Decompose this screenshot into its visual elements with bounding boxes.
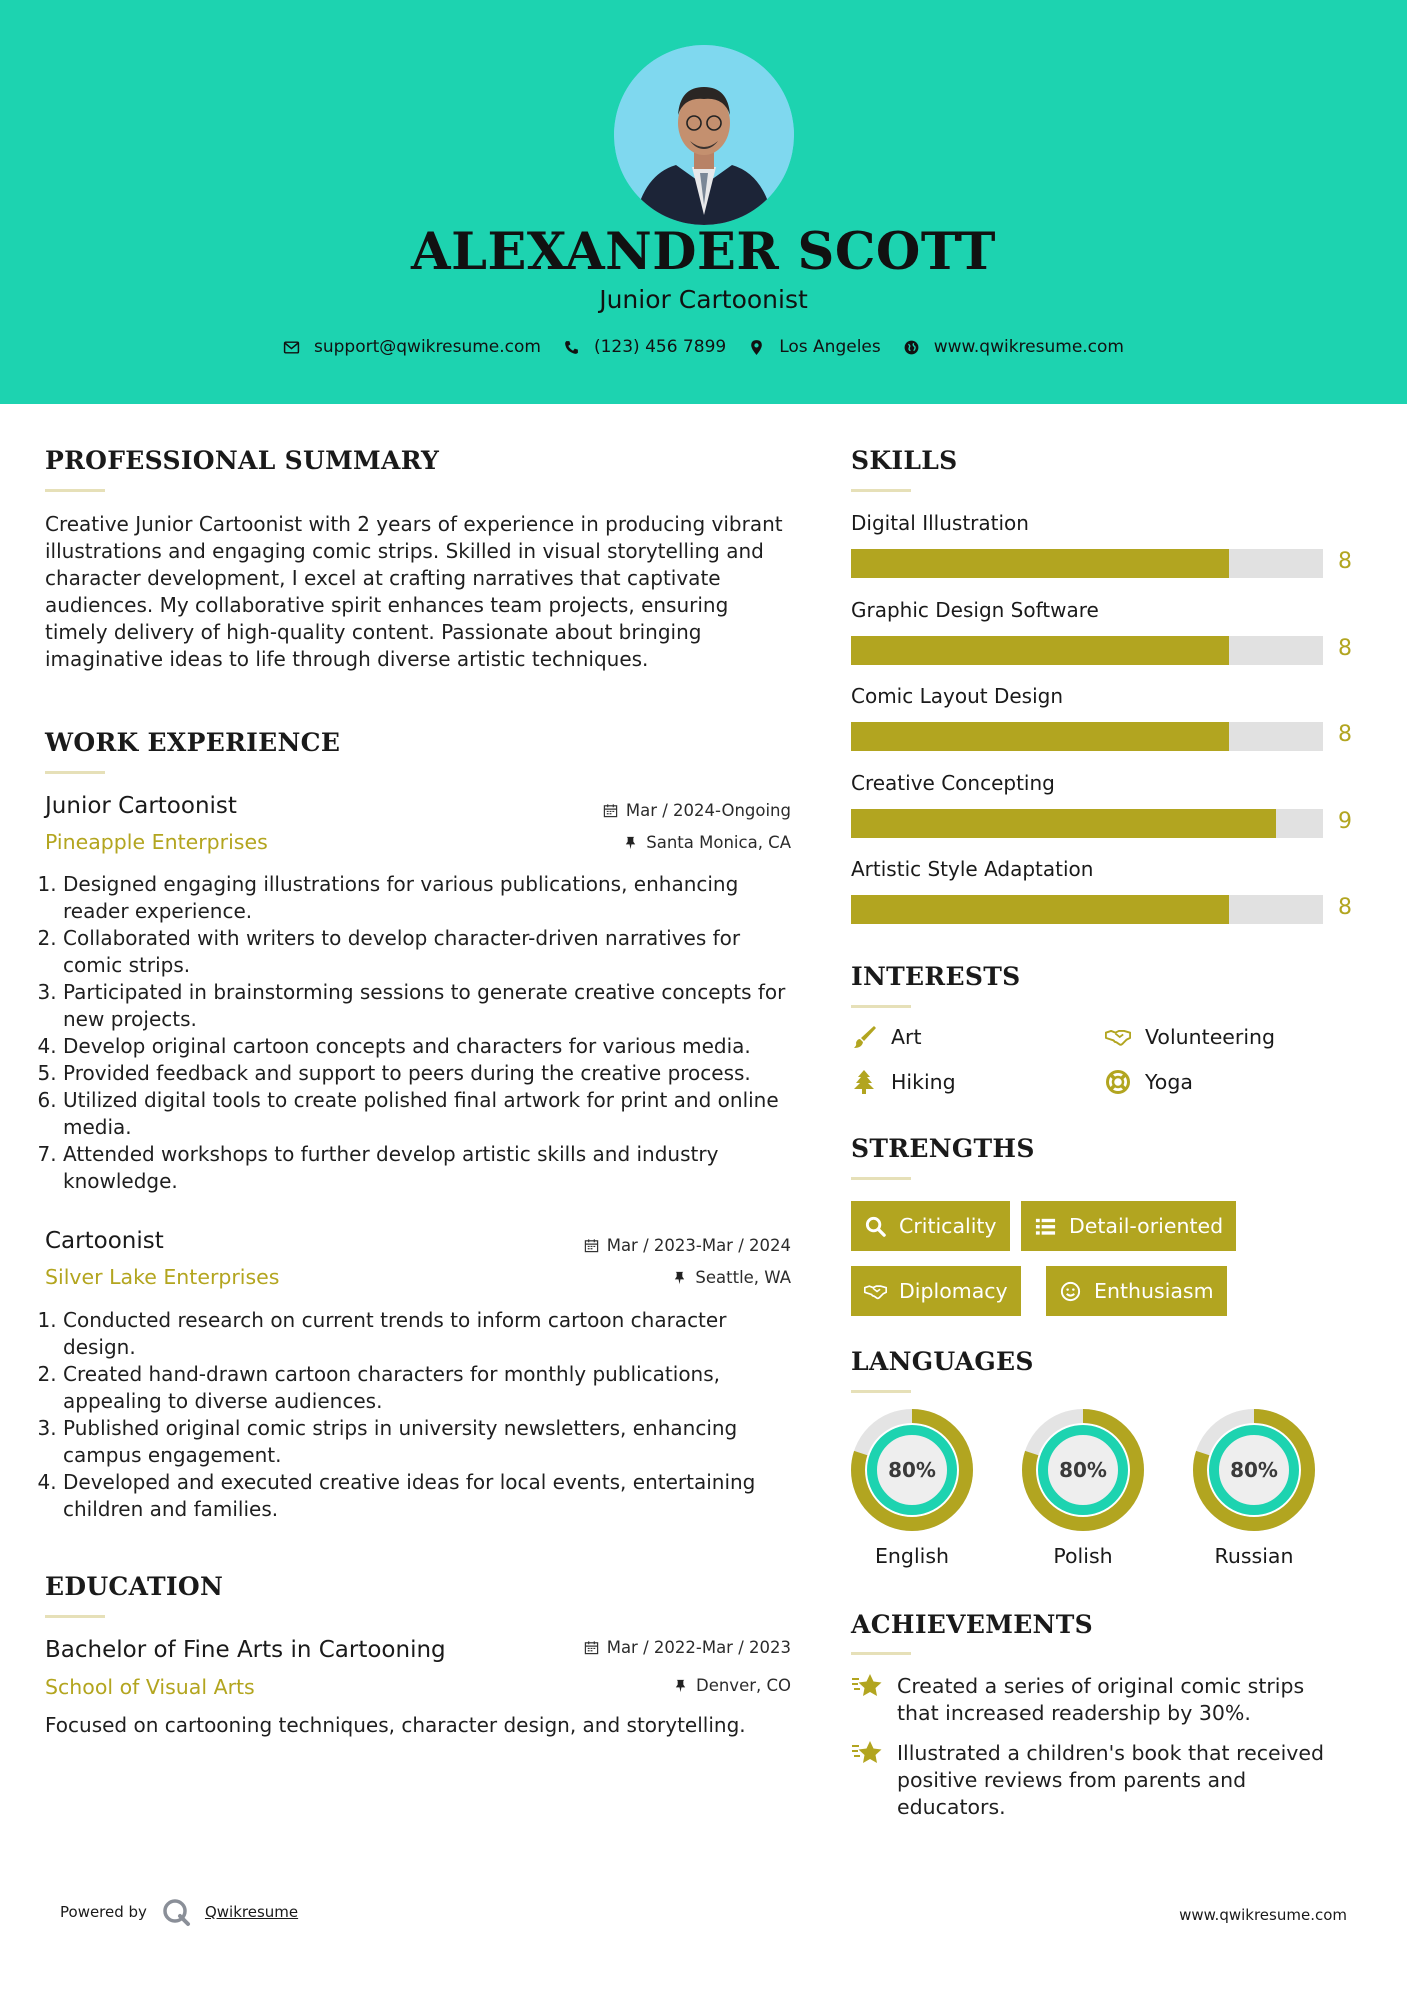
skill-bar-track (851, 549, 1323, 578)
candidate-title: Junior Cartoonist (599, 285, 808, 314)
contact-website[interactable] (903, 337, 1124, 357)
globe-icon (903, 339, 920, 356)
achievement-item (851, 1740, 1351, 1821)
qwikresume-logo-icon (161, 1897, 191, 1927)
paintbrush-icon (851, 1024, 877, 1050)
lifering-icon (1105, 1069, 1131, 1095)
summary-text: Creative Junior Cartoonist with 2 years of experience in producing vibrant illustrations and engaging comic strips. Skilled in visual storytelling and character development, I excel at crafting narratives that captivate audiences. My collaborative spirit enhances team projects, ensuring timely delivery of high-quality content. Passionate about bringing imaginative ideas to life through diverse artistic techniques. (45, 512, 783, 671)
education-location (491, 1676, 791, 1695)
pushpin-icon (623, 835, 638, 850)
contact-location-text: Los Angeles (779, 337, 881, 357)
skill-bar-fill (851, 722, 1229, 751)
interest-label: Art (891, 1025, 922, 1049)
smile-icon (1059, 1280, 1082, 1303)
map-pin-icon (748, 339, 765, 356)
job-location-text: Seattle, WA (695, 1268, 791, 1287)
skill-label: Artistic Style Adaptation (851, 857, 1094, 881)
achievement-text: Created a series of original comic strips that increased readership by 30%. (897, 1674, 1305, 1725)
skill-value: 8 (1338, 722, 1352, 747)
skills-heading: SKILLS (851, 446, 958, 475)
job-location (491, 1268, 791, 1287)
strength-badge (851, 1266, 1021, 1316)
job-bullet: 3. Published original comic strips in university newsletters, enhancing campus engagement. (63, 1415, 795, 1469)
skill-bar-fill (851, 895, 1229, 924)
education-dates-text: Mar / 2022-Mar / 2023 (606, 1638, 791, 1657)
language-item (1192, 1408, 1316, 1568)
interest-item (1105, 1069, 1193, 1095)
education-dates (491, 1638, 791, 1657)
summary-rule (45, 489, 105, 492)
qwikresume-link[interactable]: Qwikresume (204, 1903, 299, 1921)
skill-label: Comic Layout Design (851, 684, 1063, 708)
job-company: Pineapple Enterprises (45, 830, 268, 854)
skills-rule (851, 489, 911, 492)
star-award-icon (851, 1671, 883, 1701)
job-title: Junior Cartoonist (45, 793, 237, 819)
language-ring (1021, 1408, 1145, 1532)
education-description: Focused on cartooning techniques, character design, and storytelling. (45, 1713, 746, 1737)
strength-label: Diplomacy (899, 1279, 1008, 1303)
skill-bar-fill (851, 809, 1276, 838)
language-name: English (874, 1544, 950, 1568)
interest-item (851, 1069, 956, 1095)
contact-email[interactable] (283, 337, 541, 357)
education-rule (45, 1615, 105, 1618)
job-bullet: 1. Conducted research on current trends to inform cartoon character design. (63, 1307, 795, 1361)
education-location-text: Denver, CO (695, 1676, 791, 1695)
phone-icon (563, 339, 580, 356)
interests-heading: INTERESTS (851, 962, 1021, 991)
contact-location (748, 337, 881, 357)
calendar-icon (603, 803, 618, 818)
interest-label: Hiking (891, 1070, 956, 1094)
job-dates (491, 1236, 791, 1255)
contact-phone[interactable] (563, 337, 726, 357)
job-bullet: 4. Developed and executed creative ideas for local events, entertaining children and families. (63, 1469, 795, 1523)
strength-label: Enthusiasm (1094, 1279, 1214, 1303)
calendar-icon (584, 1640, 599, 1655)
language-ring (850, 1408, 974, 1532)
star-award-icon (851, 1738, 883, 1768)
language-percent: 80% (1059, 1458, 1107, 1482)
contact-phone-text: (123) 456 7899 (593, 337, 727, 357)
achievement-item (851, 1673, 1351, 1727)
job-bullets (45, 1307, 795, 1523)
skill-value: 8 (1338, 549, 1352, 574)
languages-heading: LANGUAGES (851, 1347, 1034, 1376)
header-banner (0, 0, 1407, 404)
job-bullet: 6. Utilized digital tools to create polished final artwork for print and online media. (63, 1087, 795, 1141)
languages-rule (851, 1390, 911, 1393)
handshake-icon (1105, 1024, 1131, 1050)
skill-value: 8 (1338, 895, 1352, 920)
skill-bar-track (851, 722, 1323, 751)
interest-item (851, 1024, 922, 1050)
pushpin-icon (672, 1270, 687, 1285)
skill-bar-fill (851, 549, 1229, 578)
language-ring (1192, 1408, 1316, 1532)
skill-bar-track (851, 895, 1323, 924)
footer-website[interactable]: www.qwikresume.com (1179, 1906, 1347, 1924)
job-bullet: 1. Designed engaging illustrations for various publications, enhancing reader experience. (63, 871, 795, 925)
handshake-icon (864, 1280, 887, 1303)
interest-label: Yoga (1145, 1070, 1193, 1094)
strengths-rule (851, 1177, 911, 1180)
pushpin-icon (673, 1678, 688, 1693)
experience-heading: WORK EXPERIENCE (45, 728, 341, 757)
achievements-heading: ACHIEVEMENTS (851, 1610, 1093, 1639)
interest-label: Volunteering (1145, 1025, 1276, 1049)
language-item (850, 1408, 974, 1568)
language-name: Russian (1214, 1544, 1294, 1568)
contact-bar (0, 337, 1407, 357)
job-title: Cartoonist (45, 1228, 164, 1254)
achievement-text: Illustrated a children's book that received positive reviews from parents and educators. (897, 1741, 1325, 1819)
skill-bar-fill (851, 636, 1229, 665)
experience-rule (45, 771, 105, 774)
envelope-icon (283, 339, 300, 356)
candidate-name: ALEXANDER SCOTT (411, 222, 996, 282)
calendar-icon (584, 1238, 599, 1253)
language-item (1021, 1408, 1145, 1568)
language-name: Polish (1053, 1544, 1113, 1568)
skill-label: Creative Concepting (851, 770, 1055, 795)
job-bullet: 2. Created hand-drawn cartoon characters for monthly publications, appealing to diverse audiences. (63, 1361, 795, 1415)
skill-value: 8 (1338, 635, 1352, 661)
skill-bar-track (851, 636, 1323, 665)
job-location-text: Santa Monica, CA (646, 833, 791, 852)
achievements-rule (851, 1652, 911, 1655)
strength-label: Detail-oriented (1069, 1214, 1224, 1238)
contact-website-text: www.qwikresume.com (933, 337, 1124, 357)
skill-label: Graphic Design Software (851, 597, 1099, 622)
tree-icon (851, 1069, 877, 1095)
job-bullet: 5. Provided feedback and support to peers during the creative process. (63, 1060, 795, 1087)
job-bullet: 7. Attended workshops to further develop artistic skills and industry knowledge. (63, 1141, 795, 1195)
strength-badge (1046, 1266, 1227, 1316)
job-dates-text: Mar / 2023-Mar / 2024 (606, 1236, 791, 1255)
strengths-heading: STRENGTHS (851, 1134, 1035, 1163)
skill-value: 9 (1338, 808, 1352, 834)
school-name: School of Visual Arts (45, 1675, 255, 1699)
interests-rule (851, 1005, 911, 1008)
profile-photo (614, 45, 794, 225)
job-company: Silver Lake Enterprises (45, 1265, 280, 1289)
powered-by-label: Powered by (60, 1903, 147, 1921)
list-icon (1034, 1215, 1057, 1238)
job-bullets (45, 871, 795, 1195)
language-percent: 80% (888, 1458, 936, 1482)
strength-label: Criticality (899, 1214, 997, 1238)
summary-heading: PROFESSIONAL SUMMARY (45, 446, 440, 475)
job-dates (491, 801, 791, 820)
job-bullet: 3. Participated in brainstorming sessions to generate creative concepts for new projects. (63, 979, 795, 1033)
interest-item (1105, 1024, 1275, 1050)
job-dates-text: Mar / 2024-Ongoing (625, 801, 791, 820)
contact-email-text: support@qwikresume.com (314, 337, 541, 357)
job-bullet: 2. Collaborated with writers to develop character-driven narratives for comic strips. (63, 925, 795, 979)
degree-title: Bachelor of Fine Arts in Cartooning (45, 1637, 446, 1663)
strength-badge (851, 1201, 1010, 1251)
language-percent: 80% (1230, 1458, 1278, 1482)
job-bullet: 4. Develop original cartoon concepts and characters for various media. (63, 1033, 795, 1060)
skill-bar-track (851, 809, 1323, 838)
strength-badge (1021, 1201, 1236, 1251)
footer-powered-by (60, 1897, 298, 1927)
skill-label: Digital Illustration (851, 511, 1029, 535)
search-icon (864, 1215, 887, 1238)
education-heading: EDUCATION (45, 1572, 224, 1601)
job-location (491, 833, 791, 852)
